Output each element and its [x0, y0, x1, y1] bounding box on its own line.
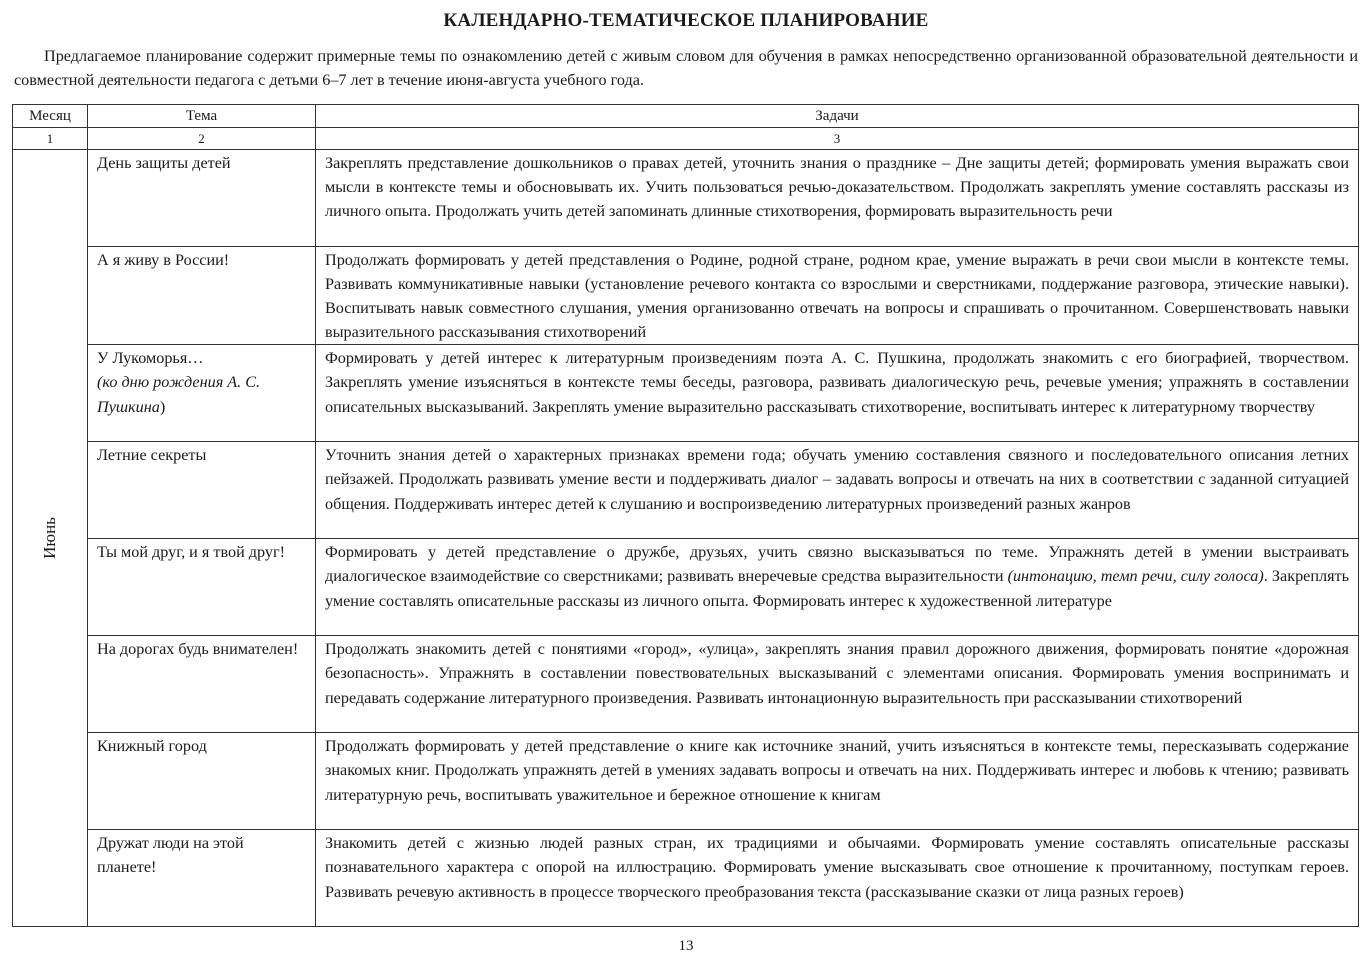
tasks-cell: Формировать у детей интерес к литературным произведениям поэта А. С. Пушкина, продолжать знакомить с его биографией, творчеством. Закреплять умение изъясняться в контексте темы беседы, разговора, развивать диалогическую речь, речевые умения; упражнять в составлении описательных высказываний. Закреплять умение выразительно рассказывать стихотворение, воспитывать интерес к литературному творчеству — [316, 345, 1359, 442]
topic-cell — [88, 345, 316, 442]
topic-cell: Дружат люди на этой планете! — [88, 830, 316, 927]
month-cell — [13, 150, 88, 927]
tasks-cell: Закреплять представление дошкольников о правах детей, уточнить знания о празднике – Дне защиты детей; формировать умения выражать свои мысли в контексте темы и обосновывать их. Учить пользоваться речью-доказательством. Продолжать закреплять умение составлять рассказы из личного опыта. Продолжать учить детей запоминать длинные стихотворения, формировать выразительность речи — [316, 150, 1359, 247]
intro-paragraph: Предлагаемое планирование содержит примерные темы по ознакомлению детей с живым словом для обучения в рамках непосредственно организованной образовательной деятельности и совместной деятельности педагога с детьми 6–7 лет в течение июня-августа учебного года. — [14, 47, 1358, 89]
column-number-1: 1 — [13, 128, 88, 150]
month-label: Июнь — [40, 517, 59, 560]
tasks-text: Формировать у детей представление о дружбе, друзьях, учить связно высказываться по теме. Упражнять детей в умении выстраивать диалогическое взаимодействие со сверстниками; развивать внеречевые средства выразительности — [325, 543, 1349, 586]
column-number-3: 3 — [316, 128, 1359, 150]
tasks-text: . Закреплять умение составлять описательные рассказы из личного опыта. Формировать интерес к художественной литературе — [325, 567, 1349, 610]
table-header-row — [13, 105, 1359, 128]
header-topic: Тема — [88, 105, 316, 128]
topic-cell: Ты мой друг, и я твой друг! — [88, 539, 316, 636]
topic-cell: А я живу в России! — [88, 247, 316, 345]
tasks-cell — [316, 539, 1359, 636]
tasks-text-italic: (интонацию, темп речи, силу голоса) — [1007, 567, 1264, 586]
tasks-cell: Уточнить знания детей о характерных признаках времени года; обучать умению составления связного и последовательного описания летних пейзажей. Продолжать развивать умение вести и поддерживать диалог – задавать вопросы и отвечать на них в соответствии с заданной ситуацией общения. Поддерживать интерес детей к слушанию и воспроизведению литературных произведений разных жанров — [316, 442, 1359, 539]
tasks-cell: Продолжать формировать у детей представления о Родине, родной стране, родном крае, умение выражать в речи свои мысли в контексте темы. Развивать коммуникативные навыки (установление речевого контакта со взрослыми и сверстниками, поддержание разговора, этические навыки). Воспитывать навык совместного слушания, умения организованно отвечать на вопросы и спрашивать о прочитанном. Совершенствовать навыки выразительного рассказывания стихотворений — [316, 247, 1359, 345]
column-number-2: 2 — [88, 128, 316, 150]
page-number: 13 — [678, 938, 694, 954]
tasks-cell: Продолжать формировать у детей представление о книге как источнике знаний, учить изъясняться в контексте темы, пересказывать содержание знакомых книг. Продолжать упражнять детей в умениях задавать вопросы и отвечать на них. Поддерживать интерес и любовь к чтению; развивать литературную речь, воспитывать уважительное и бережное отношение к книгам — [316, 733, 1359, 830]
topic-cell: На дорогах будь внимателен! — [88, 636, 316, 733]
planning-table — [12, 104, 1359, 927]
table-row — [13, 636, 1359, 733]
table-row — [13, 733, 1359, 830]
tasks-cell: Знакомить детей с жизнью людей разных стран, их традициями и обычаями. Формировать умение составлять описательные рассказы познавательного характера с опорой на иллюстрацию. Формировать умение высказывать свое отношение к прочитанному, поступкам героев. Развивать речевую активность в процессе творческого преобразования текста (рассказывание сказки от лица разных героев) — [316, 830, 1359, 927]
header-tasks: Задачи — [316, 105, 1359, 128]
page-title: КАЛЕНДАРНО-ТЕМАТИЧЕСКОЕ ПЛАНИРОВАНИЕ — [443, 10, 929, 31]
table-row — [13, 442, 1359, 539]
table-row — [13, 150, 1359, 247]
topic-cell: День защиты детей — [88, 150, 316, 247]
topic-cell: Книжный город — [88, 733, 316, 830]
table-number-row — [13, 128, 1359, 150]
tasks-cell: Продолжать знакомить детей с понятиями «город», «улица», закреплять знания правил дорожного движения, формировать понятие «дорожная безопасность». Упражнять в составлении повествовательных высказываний с элементами описания. Формировать умения воспринимать и передавать содержание литературного произведения. Развивать интонационную выразительность при рассказывании стихотворений — [316, 636, 1359, 733]
table-row — [13, 539, 1359, 636]
topic-note: (ко дню рождения А. С. Пушкина — [97, 373, 261, 416]
table-row — [13, 247, 1359, 345]
topic-title: У Лукоморья… — [97, 349, 204, 368]
table-row — [13, 345, 1359, 442]
topic-note-close: ) — [159, 397, 166, 416]
header-month: Месяц — [13, 105, 88, 128]
table-row — [13, 830, 1359, 927]
topic-cell: Летние секреты — [88, 442, 316, 539]
